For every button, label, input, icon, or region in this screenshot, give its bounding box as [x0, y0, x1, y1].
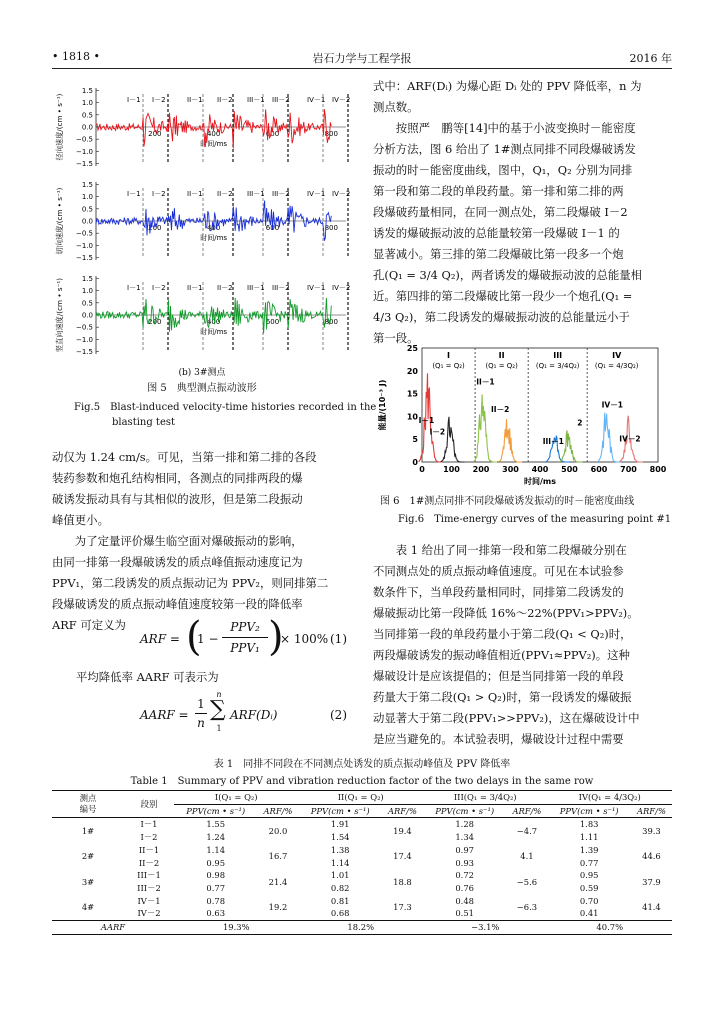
fig6-group-condition: (Q₁ = Q₂) [485, 362, 518, 370]
fig5-segment-label: I－2 [152, 96, 166, 104]
text-line: 段爆破诱发的质点振动峰值速度较第一段的降低率 [52, 597, 303, 611]
text-line: 测点数。 [373, 100, 419, 114]
cell-seg: IV－2 [137, 908, 161, 919]
text-line: 表 1 给出了同一排第一段和第二段爆破分别在 [395, 543, 627, 557]
fig5-segment-label: I－1 [127, 96, 141, 104]
fig5-caption-en-2: blasting test [112, 417, 176, 428]
cell-arf: 44.6 [642, 851, 661, 862]
cell-ppv: 0.98 [206, 870, 226, 881]
text-line: 近。第四排的第二段爆破比第一段少一个炮孔(Q₁ = [373, 289, 633, 303]
fig5-ylabel: 径向速度/(cm • s⁻¹) [55, 93, 64, 161]
cell-ppv: 0.70 [579, 895, 599, 906]
th-ppv: PPV(cm • s⁻¹) [435, 805, 495, 816]
fig6-xtick-label: 500 [561, 465, 578, 474]
fig5-segment-label: IV－2 [332, 96, 351, 104]
fig5-ytick-label: 0.0 [81, 123, 93, 132]
fig6-xtick-label: 0 [419, 465, 425, 474]
fig6-peak-label: IV－2 [619, 434, 641, 444]
cell-arf: 41.4 [642, 901, 661, 912]
fig5-xtick-label: 600 [265, 224, 280, 232]
fig5-ytick-label: 1.0 [81, 193, 93, 202]
eq1-denominator: PPV₁ [230, 641, 260, 655]
fig6-group-condition: (Q₁ = Q₂) [432, 362, 465, 370]
fig5-segment-label: III－2 [272, 96, 290, 104]
eq2-sum-upper: n [216, 690, 222, 699]
table1-title-en: Table 1 Summary of PPV and vibration reduction factor of the two delays in the same row [130, 776, 594, 787]
cell-point: 2# [81, 851, 95, 862]
eq2-frac-num: 1 [197, 697, 205, 711]
th-group-3: III(Q₁ = 3/4Q₂) [423, 791, 547, 805]
cell-ppv: 0.72 [455, 870, 474, 881]
table-row [52, 869, 672, 882]
cell-ppv: 1.28 [455, 819, 474, 830]
eq2-sum-lower: 1 [216, 724, 222, 733]
fig6-peak-label: II－1 [476, 377, 495, 387]
cell-aarf: 18.2% [347, 922, 375, 933]
fig5-segment-label: IV－2 [332, 284, 351, 292]
fig5-xtick-label: 800 [324, 224, 338, 232]
cell-ppv: 1.55 [206, 819, 226, 830]
eq1-one: 1 − [197, 632, 219, 646]
eq1-lhs: ARF = [140, 632, 180, 646]
fig6-ytick-label: 25 [406, 344, 418, 353]
cell-ppv: 1.54 [330, 832, 350, 843]
fig6-xtick-label: 100 [443, 465, 460, 474]
text-line: 爆破设计是应该提倡的；但是当同排第一段的单段 [373, 669, 624, 683]
fig5-ytick-label: 0.0 [81, 217, 93, 226]
text-line: 数条件下，当单段药量相同时，同排第二段诱发的 [373, 585, 624, 599]
eq1-tail: × 100% [280, 632, 329, 646]
cell-arf: 17.3 [393, 901, 412, 912]
cell-ppv: 0.78 [206, 895, 226, 906]
fig5-xtick-label: 600 [265, 318, 280, 326]
fig6-ytick-label: 15 [406, 389, 418, 399]
fig5-segment-label: III－1 [247, 96, 265, 104]
cell-ppv: 0.81 [330, 895, 350, 906]
fig6-peak-label: I－2 [429, 427, 446, 437]
cell-arf: −6.3 [516, 901, 538, 912]
eq2-number: (2) [330, 708, 347, 722]
th-group-4: IV(Q₁ = 4/3Q₂) [547, 791, 672, 805]
table-row [52, 844, 672, 857]
text-line: 分析方法，图 6 给出了 1#测点同排不同段爆破诱发 [373, 142, 636, 156]
text-line: 两段爆破诱发的振动峰值相近(PPV₁≈PPV₂)。这种 [373, 648, 630, 662]
fig6-energy-curve [499, 419, 522, 462]
cell-arf: 21.4 [268, 876, 288, 887]
cell-seg: I－2 [140, 832, 158, 843]
cell-arf: 17.4 [393, 851, 412, 862]
cell-ppv: 0.41 [579, 908, 599, 919]
text-line: 第一段和第二段的单段药量。第一排和第二排的两 [373, 184, 624, 198]
fig5-segment-label: I－1 [127, 190, 141, 198]
text-line: 孔(Q₁ = 3/4 Q₂)，两者诱发的爆破振动波的总能量相 [373, 268, 643, 282]
cell-seg: II－2 [138, 857, 160, 868]
fig6-ylabel: 能量/(10⁻³ J) [378, 379, 387, 431]
fig6-xtick-label: 400 [531, 465, 549, 474]
fig5-xtick-label: 400 [206, 318, 221, 326]
fig5-xtick-label: 600 [265, 130, 280, 138]
th-arf: ARF/% [387, 805, 417, 816]
fig6-xtick-label: 700 [620, 465, 637, 474]
eq2-sum-sign: ∑ [210, 697, 226, 722]
cell-ppv: 1.14 [330, 857, 350, 868]
cell-point: 4# [81, 901, 95, 912]
table-row-aarf [52, 921, 672, 935]
th-arf: ARF/% [263, 805, 293, 816]
cell-ppv: 0.95 [206, 857, 226, 868]
cell-ppv: 0.63 [206, 908, 226, 919]
fig5-segment-label: III－1 [247, 284, 265, 292]
cell-ppv: 0.97 [455, 844, 474, 855]
cell-point: 3# [81, 876, 95, 887]
eq1-numerator: PPV₂ [230, 620, 260, 634]
fig5-xtick-label: 400 [206, 224, 221, 232]
fig6-group-condition: (Q₁ = 4/3Q₂) [594, 362, 639, 370]
fig5-segment-label: I－1 [127, 284, 141, 292]
table-row [52, 818, 672, 831]
figure-5 [56, 80, 356, 375]
table-row [52, 907, 672, 920]
th-group-2: II(Q₁ = Q₂) [298, 791, 422, 805]
cell-ppv: 0.59 [579, 882, 599, 893]
fig5-segment-label: I－2 [152, 284, 166, 292]
eq1-paren-close: ) [268, 614, 284, 660]
th-point-l1: 测点 [79, 793, 97, 804]
year: 2016 年 [629, 52, 672, 65]
fig6-group-label: I [447, 351, 451, 360]
text-line: 平均降低率 AARF 可表示为 [76, 670, 219, 684]
fig5-xtick-label: 800 [324, 318, 338, 326]
fig5-ytick-label: 0.5 [81, 111, 93, 120]
text-line: PPV₁，第二段诱发的质点振动记为 PPV₂，则同排第二 [52, 576, 329, 590]
cell-arf: −4.7 [516, 825, 538, 836]
fig5-caption-cn: 图 5 典型测点振动波形 [147, 383, 257, 394]
table-row [52, 831, 672, 844]
text-line: 当同排第一段的单段药量小于第二段(Q₁ < Q₂)时， [373, 627, 632, 641]
fig5-ytick-label: −1.5 [76, 160, 93, 169]
cell-ppv: 0.82 [330, 882, 350, 893]
th-ppv: PPV(cm • s⁻¹) [186, 805, 246, 816]
fig6-peak-label: II－2 [491, 404, 510, 414]
fig5-segment-label: II－2 [217, 190, 233, 198]
fig5-ytick-label: 1.5 [81, 86, 93, 95]
cell-aarf-label: AARF [100, 922, 126, 933]
eq2-frac-bar [195, 713, 207, 714]
text-line: 为了定量评价爆生临空面对爆破振动的影响， [74, 534, 303, 548]
cell-arf: 20.0 [268, 825, 288, 836]
cell-ppv: 0.51 [455, 908, 474, 919]
fig5-ytick-label: 0.5 [81, 299, 93, 308]
table-row [52, 857, 672, 870]
text-line: 诱发的爆破振动波的总能量较第一段爆破 I－1 的 [373, 226, 620, 240]
cell-ppv: 0.76 [455, 882, 474, 893]
fig6-energy-curve [559, 430, 582, 462]
fig6-caption-cn: 图 6 1#测点同排不同段爆破诱发振动的时－能密度曲线 [380, 496, 635, 507]
cell-ppv: 1.14 [206, 844, 226, 855]
table-row [52, 895, 672, 908]
cell-ppv: 0.68 [330, 908, 350, 919]
cell-arf: −5.6 [516, 876, 538, 887]
th-group-1: I(Q₁ = Q₂) [174, 791, 298, 805]
fig5-segment-label: IV－2 [332, 190, 351, 198]
fig5-segment-label: II－2 [217, 96, 233, 104]
fig5-segment-label: II－1 [187, 190, 203, 198]
right-text-bottom [373, 540, 673, 750]
th-ppv: PPV(cm • s⁻¹) [559, 805, 619, 816]
text-line: 峰值更小。 [52, 513, 109, 527]
eq2-lhs: AARF = [140, 708, 189, 722]
fig5-ytick-label: 0.0 [81, 311, 93, 320]
fig6-ytick-label: 0 [412, 458, 418, 467]
fig6-peak-label: 2 [577, 418, 583, 428]
fig5-ytick-label: −1.0 [76, 335, 93, 344]
cell-arf: 16.7 [268, 851, 288, 862]
fig5-ytick-label: 1.5 [81, 274, 93, 283]
text-line: 4/3 Q₂)，第二段诱发的爆破振动波的总能量远小于 [373, 310, 630, 324]
cell-ppv: 1.01 [330, 870, 350, 881]
text-line: 按照严 鹏等[14]中的基于小波变换时－能密度 [395, 121, 636, 135]
table-row [52, 882, 672, 895]
text-line: 动仅为 1.24 cm/s。可见，当第一排和第二排的各段 [52, 450, 317, 464]
cell-seg: III－2 [137, 882, 161, 893]
fig5-xlabel: 时间/ms [200, 234, 228, 242]
page-number: • 1818 • [52, 50, 100, 63]
text-line: 爆破振动比第一段降低 16%～22%(PPV₁>PPV₂)。 [373, 606, 639, 620]
fig6-peak-label: I－1 [418, 416, 435, 426]
text-line: 第一段。 [373, 331, 419, 345]
cell-ppv: 1.83 [579, 819, 599, 830]
cell-ppv: 1.38 [330, 844, 350, 855]
fig6-ytick-label: 20 [406, 366, 418, 376]
text-line: 段爆破药量相同，在同一测点处，第二段爆破 I－2 [373, 205, 628, 219]
fig5-ytick-label: −1.5 [76, 254, 93, 263]
fig5-ytick-label: −0.5 [76, 323, 93, 332]
fig6-energy-curve [598, 413, 621, 462]
cell-ppv: 0.77 [579, 857, 599, 868]
fig5-segment-label: III－2 [272, 190, 290, 198]
text-line: 破诱发振动具有与其相似的波形，但是第二段振动 [52, 492, 303, 506]
left-text-block [52, 447, 352, 636]
eq1-paren-open: ( [186, 614, 202, 660]
cell-arf: 39.3 [642, 825, 661, 836]
fig5-xtick-label: 400 [206, 130, 221, 138]
table1-title-cn: 表 1 同排不同段在不同测点处诱发的质点振动峰值及 PPV 降低率 [213, 759, 511, 770]
cell-ppv: 0.95 [579, 870, 599, 881]
cell-ppv: 0.48 [455, 895, 474, 906]
fig5-ytick-label: −1.0 [76, 147, 93, 156]
fig6-xtick-label: 200 [472, 465, 490, 474]
cell-aarf: 40.7% [596, 922, 624, 933]
right-text-top [373, 76, 673, 349]
cell-arf: 4.1 [520, 851, 534, 862]
fig6-xtick-label: 600 [590, 465, 608, 474]
fig6-group-condition: (Q₁ = 3/4Q₂) [535, 362, 580, 370]
fig5-xlabel: 时间/ms [200, 140, 228, 148]
fig6-ytick-label: 5 [412, 435, 418, 445]
fig5-segment-label: II－1 [187, 284, 203, 292]
fig6-xtick-label: 800 [649, 465, 667, 474]
fig5-segment-label: III－2 [272, 284, 290, 292]
text-line: ARF 可定义为 [52, 618, 126, 632]
fig5-ytick-label: 1.0 [81, 287, 93, 296]
fig6-xlabel: 时间/ms [523, 477, 557, 486]
fig5-xtick-label: 200 [148, 318, 162, 326]
fig5-subcaption: (b) 3#测点 [178, 368, 226, 378]
th-seg: 段别 [140, 798, 158, 809]
eq2-body: ARF(Dᵢ) [230, 708, 278, 722]
th-arf: ARF/% [512, 805, 542, 816]
fig5-segment-label: IV－1 [307, 190, 326, 198]
table-1 [52, 790, 672, 935]
fig5-segment-label: II－1 [187, 96, 203, 104]
th-point [52, 791, 124, 818]
fig5-ytick-label: 1.0 [81, 99, 93, 108]
th-point-l2: 编号 [79, 804, 97, 815]
cell-seg: III－1 [137, 870, 161, 881]
fig5-xtick-label: 800 [324, 130, 338, 138]
fig5-ytick-label: −1.0 [76, 241, 93, 250]
eq1-fraction-bar [222, 637, 268, 638]
fig5-xtick-label: 200 [148, 130, 162, 138]
text-line: 由同一排第一段爆破诱发的质点峰值振动速度记为 [52, 555, 303, 569]
text-line: 显著减小。第三排的第二段爆破比第一段多一个炮 [373, 247, 624, 261]
text-line: 振动的时－能密度曲线，图中，Q₁，Q₂ 分别为同排 [373, 163, 633, 177]
cell-ppv: 0.77 [206, 882, 226, 893]
th-arf: ARF/% [636, 805, 666, 816]
text-line: 动显著大于第二段(PPV₁>>PPV₂)，这在爆破设计中 [373, 711, 640, 725]
fig6-group-label: II [498, 351, 505, 360]
fig5-ytick-label: −1.5 [76, 348, 93, 357]
fig6-peak-label: III－1 [542, 436, 564, 446]
fig5-segment-label: IV－1 [307, 96, 326, 104]
cell-ppv: 1.39 [579, 844, 599, 855]
eq1-number: (1) [330, 632, 347, 646]
fig6-group-label: III [553, 351, 563, 360]
cell-aarf: −3.1% [471, 922, 500, 933]
cell-seg: I－1 [140, 819, 158, 830]
text-line: 不同测点处的质点振动峰值速度。可见在本试验参 [373, 564, 624, 578]
journal-title: 岩石力学与工程学报 [312, 52, 412, 65]
text-line: 装药参数和炮孔结构相同，各测点的同排两段的爆 [52, 471, 303, 485]
th-ppv: PPV(cm • s⁻¹) [310, 805, 370, 816]
cell-arf: 18.8 [393, 876, 412, 887]
header-rule [52, 68, 672, 69]
cell-ppv: 1.91 [330, 819, 350, 830]
cell-seg: II－1 [138, 844, 160, 855]
fig5-segment-label: III－1 [247, 190, 265, 198]
fig5-ylabel: 竖直向速度/(cm • s⁻¹) [55, 277, 64, 353]
fig5-segment-label: IV－1 [307, 284, 326, 292]
fig6-energy-curve [441, 417, 464, 462]
fig5-ylabel: 切向速度/(cm • s⁻¹) [55, 187, 64, 255]
figure-6 [376, 340, 666, 488]
cell-seg: IV－1 [137, 895, 161, 906]
cell-ppv: 1.34 [455, 832, 474, 843]
fig5-segment-label: I－2 [152, 190, 166, 198]
cell-arf: 19.2 [268, 901, 288, 912]
cell-arf: 37.9 [642, 876, 661, 887]
text-line: 是应当避免的。本试验表明，爆破设计过程中需要 [373, 732, 624, 746]
fig6-xtick-label: 300 [502, 465, 519, 474]
fig6-caption-en: Fig.6 Time-energy curves of the measuring point #1 [398, 514, 672, 525]
cell-ppv: 1.11 [579, 832, 599, 843]
text-line: 药量大于第二段(Q₁ > Q₂)时，第一段诱发的爆破振 [373, 690, 632, 704]
text-line: 式中：ARF(Dᵢ) 为爆心距 Dᵢ 处的 PPV 降低率，n 为 [373, 79, 642, 93]
fig5-xtick-label: 200 [148, 224, 162, 232]
cell-ppv: 1.24 [206, 832, 226, 843]
cell-ppv: 0.93 [455, 857, 474, 868]
fig6-peak-label: IV－1 [601, 400, 623, 410]
eq2-frac-den: n [197, 716, 205, 730]
cell-arf: 19.4 [393, 825, 412, 836]
fig5-caption-en: Fig.5 Blast-induced velocity-time histories recorded in the [74, 402, 377, 413]
fig5-segment-label: II－2 [217, 284, 233, 292]
fig6-ytick-label: 10 [406, 412, 418, 422]
fig6-group-label: IV [612, 351, 622, 360]
fig5-xlabel: 时间/ms [200, 328, 228, 336]
fig5-ytick-label: 1.5 [81, 180, 93, 189]
fig5-ytick-label: 0.5 [81, 205, 93, 214]
fig5-ytick-label: −0.5 [76, 229, 93, 238]
cell-aarf: 19.3% [222, 922, 250, 933]
fig5-ytick-label: −0.5 [76, 135, 93, 144]
cell-point: 1# [81, 825, 95, 836]
